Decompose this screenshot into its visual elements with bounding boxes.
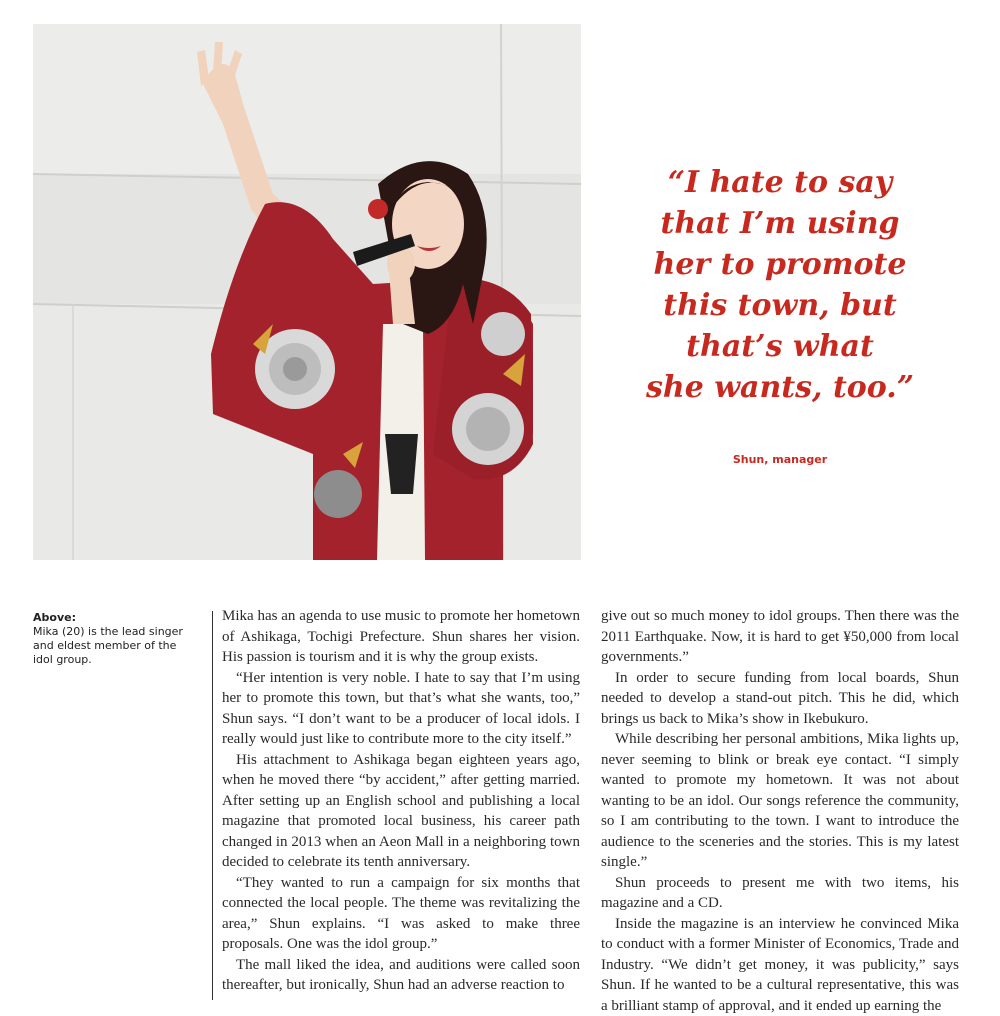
paragraph: Shun proceeds to present me with two items, his magazine and a CD. [601,873,959,914]
paragraph: While describing her personal ambitions, Mika lights up, never seeming to blink or break eye contact. “I simply wanted to promote my hometown. It was not about wanting to be an idol. Our songs reference the community, so I am contributing to the town. I want to introduce the audience to the sceneries and the stories. This is my latest single.” [601,729,959,873]
caption-label: Above: [33,611,198,625]
paragraph: Inside the magazine is an interview he convinced Mika to conduct with a former Minister of Economics, Trade and Industry. “We didn’t get money, it was publicity,” says Shun. If he wanted to be a cultural representative, this was a brilliant stamp of approval, and it ended up earning the [601,914,959,1016]
paragraph: “Her intention is very noble. I hate to say that I’m using her to promote this town, but that’s what she wants, too,” Shun says. “I don’t want to be a producer of local idols. I really would just like to contribute more to the city itself.” [222,668,580,750]
paragraph: The mall liked the idea, and auditions were called soon thereafter, but ironically, Shun had an adverse reaction to [222,955,580,996]
singer-photo [33,24,581,560]
paragraph: His attachment to Ashikaga began eighteen years ago, when he moved there “by accident,” after getting married. After setting up an English school and publishing a local magazine that promoted local business, his career path changed in 2013 when an Aeon Mall in a neighboring town decided to celebrate its tenth anniversary. [222,750,580,873]
column-divider [212,611,213,1000]
pull-quote-line: this town, but [610,285,950,326]
article-column-left [222,606,580,996]
pull-quote-text [610,162,950,408]
photo-caption [33,611,198,667]
pull-quote-line: she wants, too.” [610,367,950,408]
article-column-right [601,606,959,1016]
paragraph: In order to secure funding from local boards, Shun needed to develop a stand-out pitch. This he did, which brings us back to Mika’s show in Ikebukuro. [601,668,959,730]
paragraph: “They wanted to run a campaign for six months that connected the local people. The theme was revitalizing the area,” Shun explains. “I was asked to make three proposals. One was the idol group.” [222,873,580,955]
pull-quote-line: that I’m using [610,203,950,244]
pull-quote-attribution: Shun, manager [610,453,950,466]
pull-quote [610,162,950,466]
pull-quote-line: that’s what [610,326,950,367]
pull-quote-line: “I hate to say [610,162,950,203]
paragraph: give out so much money to idol groups. Then there was the 2011 Earthquake. Now, it is hard to get ¥50,000 from local governments.” [601,606,959,668]
paragraph: Mika has an agenda to use music to promote her hometown of Ashikaga, Tochigi Prefecture. Shun shares her vision. His passion is tourism and it is why the group exists. [222,606,580,668]
pull-quote-line: her to promote [610,244,950,285]
caption-text: Mika (20) is the lead singer and eldest member of the idol group. [33,625,183,666]
